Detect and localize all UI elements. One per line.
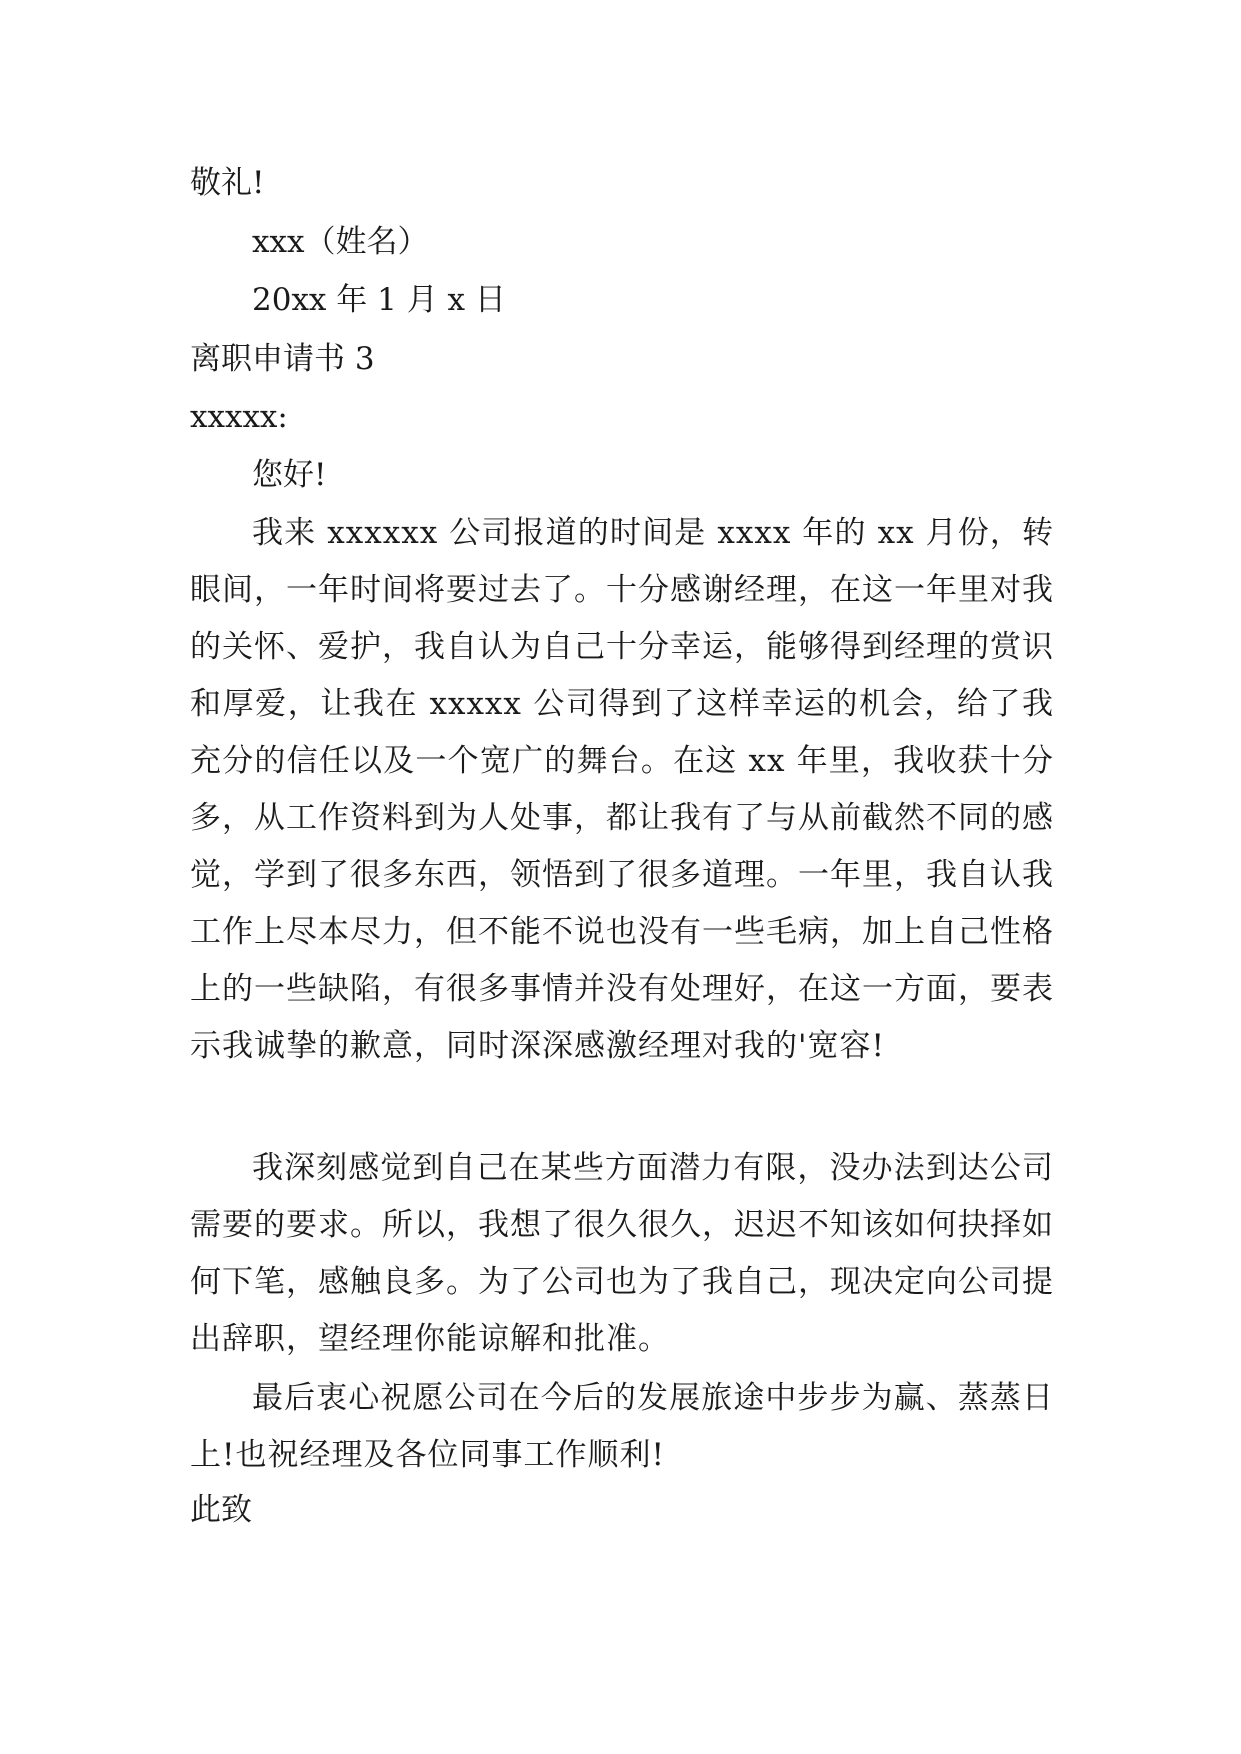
closing: 此致 [190, 1492, 252, 1528]
body-paragraph: 我来 xxxxxx 公司报道的时间是 xxxx 年的 xx 月份，转眼间，一年时间将要过去了。十分感谢经理，在这一年里对我的关怀、爱护，我自认为自己十分幸运，能够得到经理的赏识和厚爱，让我在 xxxxx 公司得到了这样幸运的机会，给了我充分的信任以及一个宽广的舞台。在这 xx 年里，我收获十分多，从工作资料到为人处事，都让我有了与从前截然不同的感觉，学到了很多东西，领悟到了很多道理。一年里，我自认我工作上尽本尽力，但不能不说也没有一些毛病，加上自己性格上的一些缺陷，有很多事情并没有处理好，在这一方面，要表示我诚挚的歉意，同时深深感激经理对我的'宽容! [190, 515, 1054, 1064]
section-title: 离职申请书 3 [190, 341, 375, 377]
recipient: xxxxx: [190, 399, 288, 435]
closing-salute: 敬礼! [190, 165, 265, 201]
body-paragraph: 最后衷心祝愿公司在今后的发展旅途中步步为赢、蒸蒸日上!也祝经理及各位同事工作顺利! [190, 1380, 1054, 1473]
signature-date: 20xx 年 1 月 x 日 [252, 282, 506, 318]
greeting: 您好! [252, 457, 327, 493]
body-paragraph: 我深刻感觉到自己在某些方面潜力有限，没办法到达公司需要的要求。所以，我想了很久很久，迟迟不知该如何抉择如何下笔，感触良多。为了公司也为了我自己，现决定向公司提出辞职，望经理你能谅解和批准。 [190, 1150, 1054, 1357]
signature-name: xxx（姓名） [252, 224, 429, 260]
